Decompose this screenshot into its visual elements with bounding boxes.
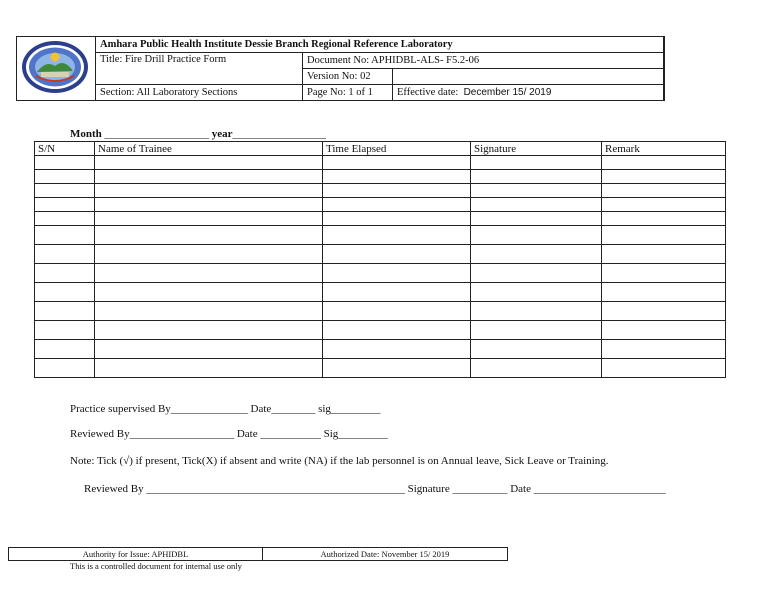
table-cell [602,245,726,264]
document-number: Document No: APHIDBL-ALS- F5.2-06 [303,53,665,69]
table-cell [471,264,602,283]
table-cell [35,226,95,245]
authority-for-issue: Authority for Issue: APHIDBL [9,548,263,561]
authorized-date: Authorized Date: November 15/ 2019 [263,548,508,561]
table-cell [323,198,471,212]
form-title: Title: Fire Drill Practice Form [96,53,303,85]
table-row [35,170,726,184]
table-cell [602,156,726,170]
table-cell [95,245,323,264]
table-cell [471,226,602,245]
table-cell [35,321,95,340]
table-cell [95,264,323,283]
table-cell [323,321,471,340]
table-row [35,184,726,198]
month-blank: ___________________ [104,128,210,140]
section-label: Section: All Laboratory Sections [96,85,303,101]
attendance-note: Note: Tick (√) if present, Tick(X) if absent and write (NA) if the lab personnel is on Annual leave, Sick Leave or Training. [70,455,609,467]
table-cell [602,264,726,283]
table-row [35,264,726,283]
version-number: Version No: 02 [303,69,393,85]
footer-table [8,547,508,561]
table-cell [35,170,95,184]
table-cell [323,340,471,359]
table-cell [95,226,323,245]
table-cell [471,340,602,359]
table-cell [35,198,95,212]
table-cell [35,340,95,359]
table-cell [602,302,726,321]
table-cell [95,302,323,321]
table-cell [602,170,726,184]
trainee-table [34,141,726,378]
table-cell [602,283,726,302]
table-cell [471,321,602,340]
table-cell [95,156,323,170]
table-cell [35,184,95,198]
table-cell [95,198,323,212]
table-cell [471,184,602,198]
table-row [35,321,726,340]
table-cell [323,283,471,302]
table-cell [471,245,602,264]
page-number: Page No: 1 of 1 [303,85,393,101]
table-cell [602,184,726,198]
table-cell [602,359,726,378]
table-cell [323,184,471,198]
table-cell [95,170,323,184]
table-row [35,283,726,302]
table-cell [95,184,323,198]
column-header-sn: S/N [35,142,95,156]
table-cell [602,321,726,340]
table-cell [471,198,602,212]
table-header-row [35,142,726,156]
table-cell [323,264,471,283]
table-cell [95,340,323,359]
table-row [35,359,726,378]
table-row [35,340,726,359]
table-cell [35,156,95,170]
table-row [35,245,726,264]
column-header-remark: Remark [602,142,726,156]
effective-date-cell [393,85,665,101]
month-year-line [70,128,326,140]
table-cell [35,283,95,302]
table-cell [602,212,726,226]
table-row [35,302,726,321]
column-header-name: Name of Trainee [95,142,323,156]
version-blank-cell [393,69,665,85]
table-cell [471,212,602,226]
table-cell [323,226,471,245]
column-header-time: Time Elapsed [323,142,471,156]
table-cell [323,170,471,184]
table-cell [95,359,323,378]
table-cell [35,245,95,264]
table-cell [323,156,471,170]
effective-date-label: Effective date: [397,86,459,98]
table-row [35,198,726,212]
table-cell [35,264,95,283]
year-label: year [211,128,233,140]
table-cell [602,226,726,245]
table-cell [471,359,602,378]
institute-name: Amhara Public Health Institute Dessie Branch Regional Reference Laboratory [96,37,665,53]
institute-logo [16,36,95,101]
table-cell [471,302,602,321]
table-cell [323,245,471,264]
month-label: Month [70,128,102,140]
table-cell [35,212,95,226]
table-cell [471,170,602,184]
column-header-signature: Signature [471,142,602,156]
reviewed-line-2: Reviewed By _______________________________________________ Signature __________ Date ________________________ [84,483,666,495]
table-cell [602,340,726,359]
table-row [35,212,726,226]
table-row [35,156,726,170]
table-cell [323,212,471,226]
table-cell [35,359,95,378]
supervised-line: Practice supervised By______________ Date________ sig_________ [70,403,381,415]
table-cell [602,198,726,212]
table-cell [471,283,602,302]
header-table [95,36,665,101]
controlled-document-note: This is a controlled document for internal use only [70,561,242,571]
table-cell [95,321,323,340]
year-blank: _________________ [232,128,327,140]
reviewed-line-1: Reviewed By___________________ Date ___________ Sig_________ [70,428,388,440]
effective-date-value: December 15/ 2019 [463,86,552,98]
table-cell [95,283,323,302]
table-cell [323,302,471,321]
table-cell [35,302,95,321]
table-cell [323,359,471,378]
table-row [35,226,726,245]
institute-seal-icon [16,36,95,101]
table-cell [95,212,323,226]
table-cell [471,156,602,170]
